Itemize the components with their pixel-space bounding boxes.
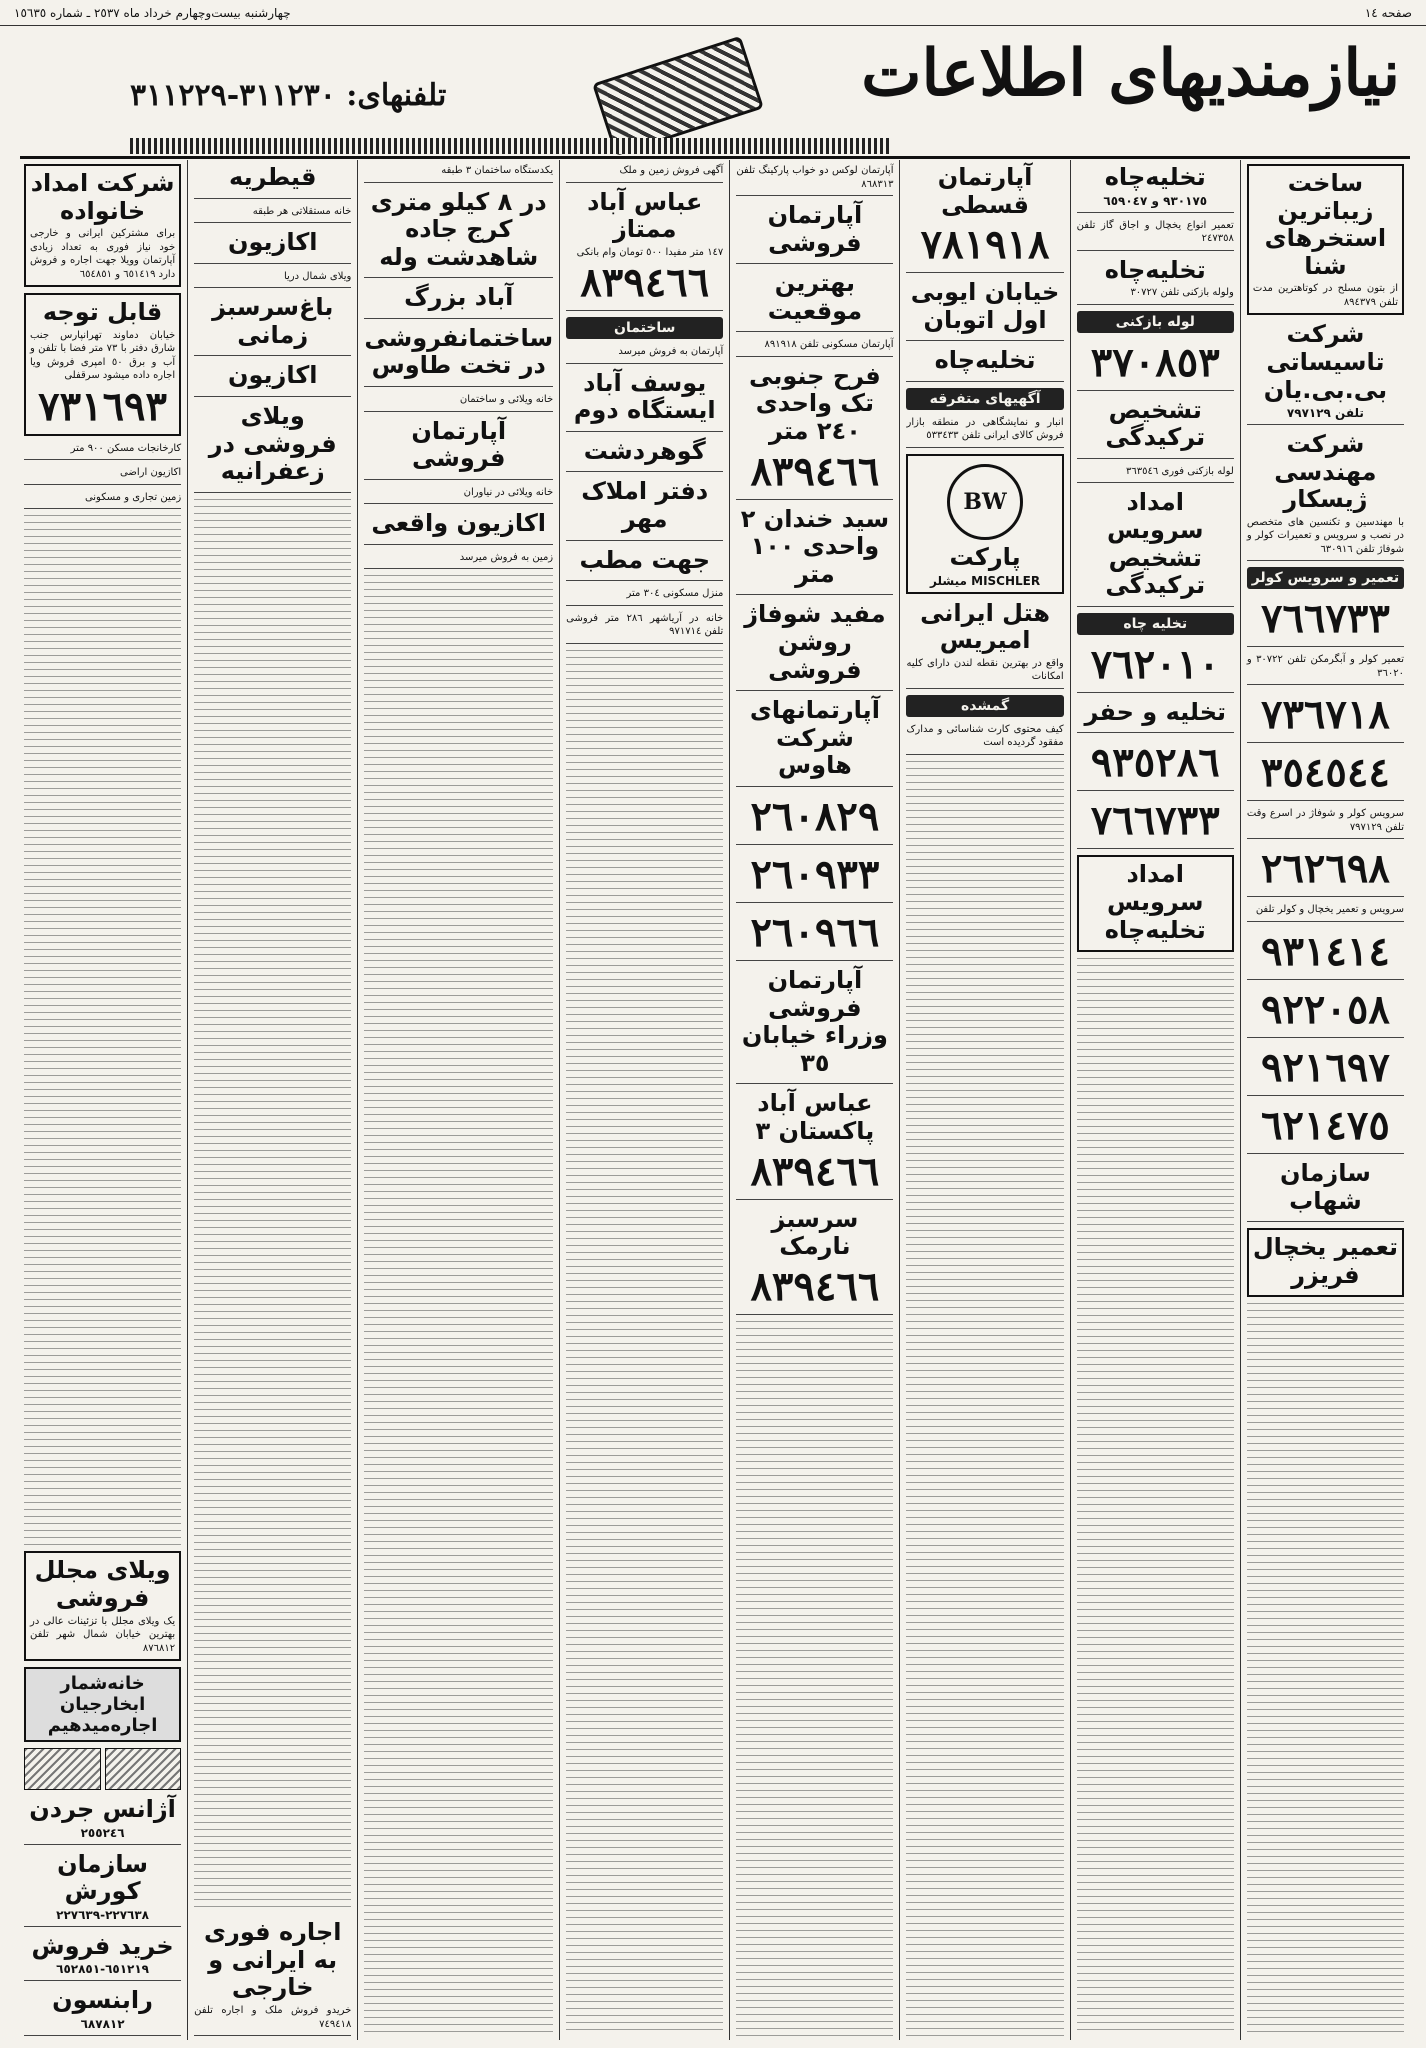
ad-phone-big: ٢٦٢٦٩٨: [1260, 845, 1390, 893]
ad-text: خانه ویلائی در نیاوران: [463, 486, 554, 498]
ad: [736, 202, 893, 264]
masthead: [20, 28, 1410, 159]
ad-title: گوهردشت: [583, 436, 706, 465]
ad: [194, 270, 351, 289]
ad-text: تعمیر کولر و آبگرمکن تلفن ٣٠٧٢٢ و ٣٦٠٢٠: [1246, 654, 1404, 679]
ad-title: آباد بزرگ: [404, 283, 514, 312]
ad: [1247, 1102, 1404, 1154]
ad-title: آپارتمان فروشی: [411, 416, 507, 473]
ad-phone-big: ٧٣٦٧١٨: [1260, 691, 1390, 739]
decorative-ribbon: [130, 138, 890, 154]
ad: [1247, 1228, 1404, 1297]
ad: [1247, 807, 1404, 839]
ad: [566, 587, 723, 606]
ad-title: بهترین موقعیت: [767, 269, 863, 325]
ad-title: تخلیه‌چاه: [934, 346, 1036, 375]
ad: [24, 466, 181, 485]
ad-title: شرکت امداد خانواده: [30, 169, 175, 225]
ad: [1247, 749, 1404, 801]
ad-text: با مهندسین و تکنسین های متخصص در نصب و سرویس و تعمیرات کولر و شوفاژ تلفن ٦٣٠٩١٦: [1246, 516, 1404, 555]
ad-title: شرکت تاسیساتی بی.بی.یان: [1263, 320, 1388, 404]
ad-phone: ٦٨٧٨١٢: [80, 2017, 125, 2031]
ad: [1077, 257, 1234, 305]
ad-title: مفید شوفاژ روشن فروشی: [744, 600, 886, 684]
ad: [24, 1851, 181, 1927]
ad-title: اکازیون: [227, 361, 318, 390]
ad-title: خیابان ایوبی اول اتوبان: [910, 278, 1060, 334]
ad: [1247, 431, 1404, 561]
ad-phone-big: ٩٣١٤١٤: [1260, 927, 1390, 975]
ad-phone-big: ٩٣٥٢٨٦: [1090, 739, 1220, 787]
ad-text: خریدو فروش ملک و اجاره تلفن ٧٤٩٤١٨: [194, 2005, 352, 2030]
column-5: [559, 160, 729, 2040]
ad: [566, 547, 723, 582]
ad-title: یوسف آباد ایستگاه دوم: [573, 368, 716, 425]
ad-title: سازمان شهاب: [1280, 1158, 1371, 1215]
small-print-texture: [566, 650, 723, 2036]
ad-title: تشخیص ترکیدگی: [1105, 395, 1206, 452]
ad: [364, 393, 553, 412]
ad-text: ١٤٧ متر مفیدا ٥٠٠ تومان وام بانکی: [576, 246, 724, 258]
ad-title: آژانس جردن: [29, 1795, 176, 1824]
ad-phone-big: ٩٢١٦٩٧: [1260, 1043, 1390, 1091]
ad-text: زمین به فروش میرسد: [459, 551, 554, 563]
ad-text: آگهی فروش زمین و ملک: [619, 165, 724, 176]
ad-title: تخلیه‌چاه: [1104, 255, 1206, 284]
ad: [194, 294, 351, 356]
ad-title: فرح جنوبی تک واحدی ٢٤٠ متر: [749, 361, 881, 446]
ad-title: امداد سرویس تشخیص ترکیدگی: [1105, 488, 1206, 600]
ad-phone: ٦٥١٢١٩-٦٥٢٨٥١: [56, 1962, 150, 1977]
ad: [1247, 653, 1404, 685]
ad-phone-big: ٢٦٠٩٣٣: [750, 851, 880, 898]
ad-phone-big: ٩٢٢٠٥٨: [1260, 985, 1390, 1033]
ad-text: ولوله بازکنی تلفن ٣٠٧٢٧: [1130, 287, 1234, 299]
ad-text: انبار و نمایشگاهی در منطقه بازار فروش کالای ایرانی تلفن ٥٣٣٤٣٣: [906, 416, 1064, 442]
category-header: گمشده: [906, 695, 1063, 717]
category-header: تخلیه چاه: [1077, 613, 1234, 635]
ad: [566, 370, 723, 432]
ad-text: لوله بازکنی فوری ٣٦٣٥٤٦: [1126, 465, 1234, 477]
ad: [906, 164, 1063, 273]
column-6: [357, 160, 559, 2040]
ad-phone-big: ٧٦٦٧٣٣: [1260, 595, 1390, 643]
ad-text: یک ویلای مجلل با تزئینات عالی در بهترین خیابان شمال شهر تلفن ٨٧٦٨١٢: [29, 1615, 176, 1654]
ad-text: زمین تجاری و مسکونی: [84, 491, 182, 503]
ad-title: ویلای مجلل فروشی: [34, 1556, 171, 1612]
ad-text: منزل مسکونی ٣٠٤ متر: [626, 588, 724, 600]
ad-text: سرویس و تعمیر یخچال و کولر تلفن: [1255, 904, 1404, 916]
ad-title: سازمان کورش: [57, 1849, 148, 1906]
ad: [194, 362, 351, 397]
bw-logo-icon: BW: [947, 464, 1023, 540]
ad: [906, 416, 1063, 448]
ads-columns: [18, 160, 1410, 2040]
ad: [566, 189, 723, 312]
ad: [364, 189, 553, 279]
ad-title: آپارتمان فروشی: [767, 201, 863, 257]
ad: [1077, 164, 1234, 213]
ad-title: عباس آباد پاکستان ٣: [755, 1089, 875, 1145]
ad: [194, 1919, 351, 2036]
ad-title: شرکت مهندسی ژیسکار: [1274, 430, 1377, 514]
category-header: ساختمان: [566, 317, 723, 339]
column-7: [187, 160, 357, 2040]
ad: [24, 293, 181, 436]
brand-name: MISCHLER میشلر: [930, 573, 1041, 588]
ad: [1247, 845, 1404, 897]
agency-logo-icon: [24, 1748, 101, 1790]
ad-title: در ٨ کیلو متری کرج جاده شاهدشت وله: [370, 187, 547, 271]
page-label: صفحه ١٤: [1364, 5, 1412, 20]
ad: [566, 438, 723, 473]
ad: [566, 345, 723, 364]
ad: [736, 164, 893, 196]
ad: [736, 697, 893, 787]
ad: [1247, 691, 1404, 743]
ad-title: ساختمانفروشی در تخت طاوس: [364, 323, 554, 380]
ad: [566, 612, 723, 644]
ad: [194, 229, 351, 264]
date-line: چهارشنبه بیست‌وچهارم خرداد ماه ٢٥٣٧ ـ شماره ١٥٦٣٥: [14, 5, 291, 20]
ad-phone: ٢٢٧٦٣٨-٢٢٧٦٣٩: [56, 1907, 150, 1922]
ad-text: اکازیون اراضی: [120, 467, 182, 479]
ad-title: آپارتمانهای شرکت هاوس: [749, 696, 880, 780]
small-print-texture: [1077, 958, 1234, 2036]
ad: [1077, 397, 1234, 459]
ad-title: عباس آباد ممتاز: [587, 187, 703, 244]
ad: [24, 491, 181, 510]
small-print-texture: [194, 499, 351, 1913]
ad-text: خانه در آریاشهر ٢٨٦ متر فروشی تلفن ٩٧١٧١٤: [566, 612, 724, 638]
ad-title: اکازیون واقعی: [371, 509, 547, 538]
ad: [736, 1206, 893, 1315]
ad: [1247, 986, 1404, 1038]
ad-title: قیطریه: [229, 163, 317, 191]
ad-text: آپارتمان لوکس دو خواب پارکینگ تلفن ٨٦٨٣١٣: [736, 165, 894, 190]
agency-logos: [24, 1748, 181, 1790]
ad-phone-big: ٧٣١٦٩٣: [38, 382, 168, 430]
ad-text: برای مشترکین ایرانی و خارجی خود نیاز فوری به تعداد زیادی آپارتمان وویلا جهت اجاره و فروش دارد ٦٥١٤١٩ و ٦٥٤٨٥١: [29, 228, 176, 280]
ad-text: واقع در بهترین نقطه لندن دارای کلیه امکانات: [906, 657, 1064, 683]
ad: [1247, 595, 1404, 647]
ad-text: آپارتمان مسکونی تلفن ٨٩١٩١٨: [764, 339, 894, 351]
ad: [364, 510, 553, 545]
ad: [364, 325, 553, 387]
ad-phone: ٩٣٠١٧٥ و ٦٥٩٠٤٧: [1103, 193, 1208, 208]
ad: [1077, 699, 1234, 734]
ad: [1077, 855, 1234, 952]
small-print-texture: [24, 515, 181, 1545]
ad: [1247, 903, 1404, 922]
ad: [364, 551, 553, 570]
ad-text: خیابان دماوند تهرانپارس جنب شارق دفتر با ٧٣ متر فضا با تلفن و آب و برق ٥٠ امپری فروش ویا اجاره داده میشود سرقفلی: [29, 329, 176, 382]
small-print-texture: [906, 761, 1063, 2036]
ad: [1077, 219, 1234, 251]
ad-phone-big: ٨٣٩٤٦٦: [750, 1262, 880, 1310]
ad: [194, 205, 351, 224]
ad: [736, 793, 893, 845]
ad-title: رابنسون: [52, 1986, 153, 2015]
ad: [906, 347, 1063, 382]
column-3: [899, 160, 1069, 2040]
ad-phone: تلفن ٧٩٧١٢٩: [1286, 406, 1364, 421]
ad-phone-big: ٧٨١٩١٨: [920, 221, 1050, 269]
ad-text: سرویس کولر و شوفاژ در اسرع وقت تلفن ٧٩٧١٢٩: [1246, 808, 1404, 833]
ad-title: جهت مطب: [579, 545, 710, 574]
ad-title: آپارتمان قسطی: [937, 163, 1033, 219]
ad-title: قابل توجه: [42, 298, 163, 327]
ad-phone-big: ٨٣٩٤٦٦: [750, 447, 880, 495]
ad: [736, 338, 893, 357]
ad-text: تعمیر انواع یخچال و اجاق گاز تلفن ٢٤٧٣٥٨: [1076, 219, 1234, 245]
ad-text: کیف محتوی کارت شناسائی و مدارک مفقود گردیده است: [906, 723, 1064, 749]
ad: [364, 284, 553, 319]
ad: [24, 1987, 181, 2036]
ad: [1247, 1044, 1404, 1096]
agency-logo-icon: [105, 1748, 182, 1790]
ad-phone-big: ٣٥٤٥٤٤: [1260, 749, 1390, 797]
ad: [736, 270, 893, 332]
ad: [24, 1933, 181, 1982]
category-header: تعمیر و سرویس کولر: [1247, 567, 1404, 589]
ad: [906, 600, 1063, 689]
ad-phone-big: ٣٧٠٨٥٣: [1090, 338, 1220, 386]
ad: [736, 967, 893, 1084]
ad: [566, 164, 723, 183]
small-print-texture: [364, 575, 553, 2036]
ad-title: سید خندان ٢ واحدی ١٠٠ متر: [740, 504, 890, 588]
ad: [906, 454, 1063, 594]
ad: [1077, 339, 1234, 391]
ad: [24, 1796, 181, 1845]
small-print-texture: [736, 1321, 893, 2036]
ad-text: کارخانجات مسکن ٩٠٠ متر: [70, 442, 182, 454]
ad-text: از بتون مسلح در کوتاهترین مدت تلفن ٨٩٤٣٧٩: [1252, 283, 1398, 308]
ad-phone-big: ٢٦٠٩٦٦: [750, 909, 880, 956]
ad-title: تخلیه‌چاه: [1104, 163, 1206, 191]
ad-text: خانه ویلائی و ساختمان: [459, 394, 554, 406]
small-print-texture: [1247, 1303, 1404, 2036]
ad-title: هتل ایرانی امیریس: [920, 598, 1051, 655]
ad-title: ویلای فروشی در زعفرانیه: [208, 401, 337, 486]
ad: [364, 418, 553, 480]
ad-phone: ٢٥٥٢٤٦: [80, 1825, 125, 1840]
ad-title: پارکت: [949, 542, 1021, 571]
ad-phone-big: ٧٦٦٧٣٣: [1090, 797, 1220, 845]
ad-text: آپارتمان به فروش میرسد: [618, 346, 724, 358]
ad: [566, 478, 723, 540]
ad-title: دفتر املاک مهر: [581, 477, 709, 534]
ad-title: تعمیر یخچال فریزر: [1252, 1233, 1398, 1289]
ad-title: سرسبز نارمک: [771, 1204, 859, 1261]
ad: [1077, 641, 1234, 693]
category-header: آگهیهای متفرقه: [906, 388, 1063, 410]
header-phones: تلفنهای: ٣١١٢٣٠-٣١١٢٢٩: [130, 78, 447, 113]
ad-title: ساخت زیباترین استخرهای شنا: [1264, 169, 1387, 280]
ad-text: خانه مستقلاتی هر طبقه: [252, 205, 352, 217]
ad: [1247, 321, 1404, 425]
ad-title: باغ‌سرسبز زمانی: [212, 293, 334, 349]
ad-title: اجاره فوری به ایرانی و خارجی: [204, 1918, 342, 2002]
ad: [364, 164, 553, 183]
ad: [736, 909, 893, 961]
ad: [364, 486, 553, 505]
ad: [1247, 928, 1404, 980]
column-1: [1240, 160, 1410, 2040]
ad-phone-big: ٨٣٩٤٦٦: [750, 1147, 880, 1195]
column-2: [1070, 160, 1240, 2040]
ad-phone-big: ٧٦٢٠١٠: [1090, 640, 1220, 688]
ad-text: ویلای شمال دریا: [283, 270, 352, 282]
ad: [736, 506, 893, 596]
ad: [24, 1551, 181, 1661]
column-8: [18, 160, 187, 2040]
foreigners-rental-banner: خانه‌شمار ابخارجیان اجاره‌میدهیم: [24, 1667, 181, 1742]
top-info-line: [0, 0, 1426, 26]
newspaper-title: نیازمندیهای اطلاعات: [861, 36, 1400, 111]
ad: [736, 601, 893, 691]
category-header: لوله بازکنی: [1077, 311, 1234, 333]
ad: [24, 164, 181, 287]
ad-title: تخلیه و حفر: [1084, 697, 1227, 726]
ad: [1247, 164, 1404, 315]
ad: [194, 164, 351, 199]
ad: [736, 363, 893, 500]
ad: [736, 1090, 893, 1199]
ad: [1077, 465, 1234, 484]
ad-title: خرید فروش: [31, 1931, 174, 1960]
ad: [1247, 1160, 1404, 1222]
ad-text: یکدستگاه ساختمان ٣ طبقه: [441, 165, 554, 176]
ad-title: آپارتمان فروشی وزراء خیابان ٣٥: [741, 966, 888, 1077]
ad: [194, 403, 351, 493]
ad: [906, 279, 1063, 341]
ad-title: اکازیون: [227, 228, 318, 257]
ad: [1077, 739, 1234, 791]
ad-phone-big: ٦٢١٤٧٥: [1260, 1101, 1390, 1149]
column-4: [729, 160, 899, 2040]
ad-phone-big: ٨٣٩٤٦٦: [580, 259, 710, 307]
ad-title: امداد سرویس تخلیه‌چاه: [1104, 860, 1206, 944]
ad: [24, 442, 181, 461]
ad: [1077, 797, 1234, 849]
ad: [736, 851, 893, 903]
ad-phone-big: ٢٦٠٨٢٩: [750, 793, 880, 840]
ad: [1077, 489, 1234, 606]
ad: [906, 723, 1063, 755]
